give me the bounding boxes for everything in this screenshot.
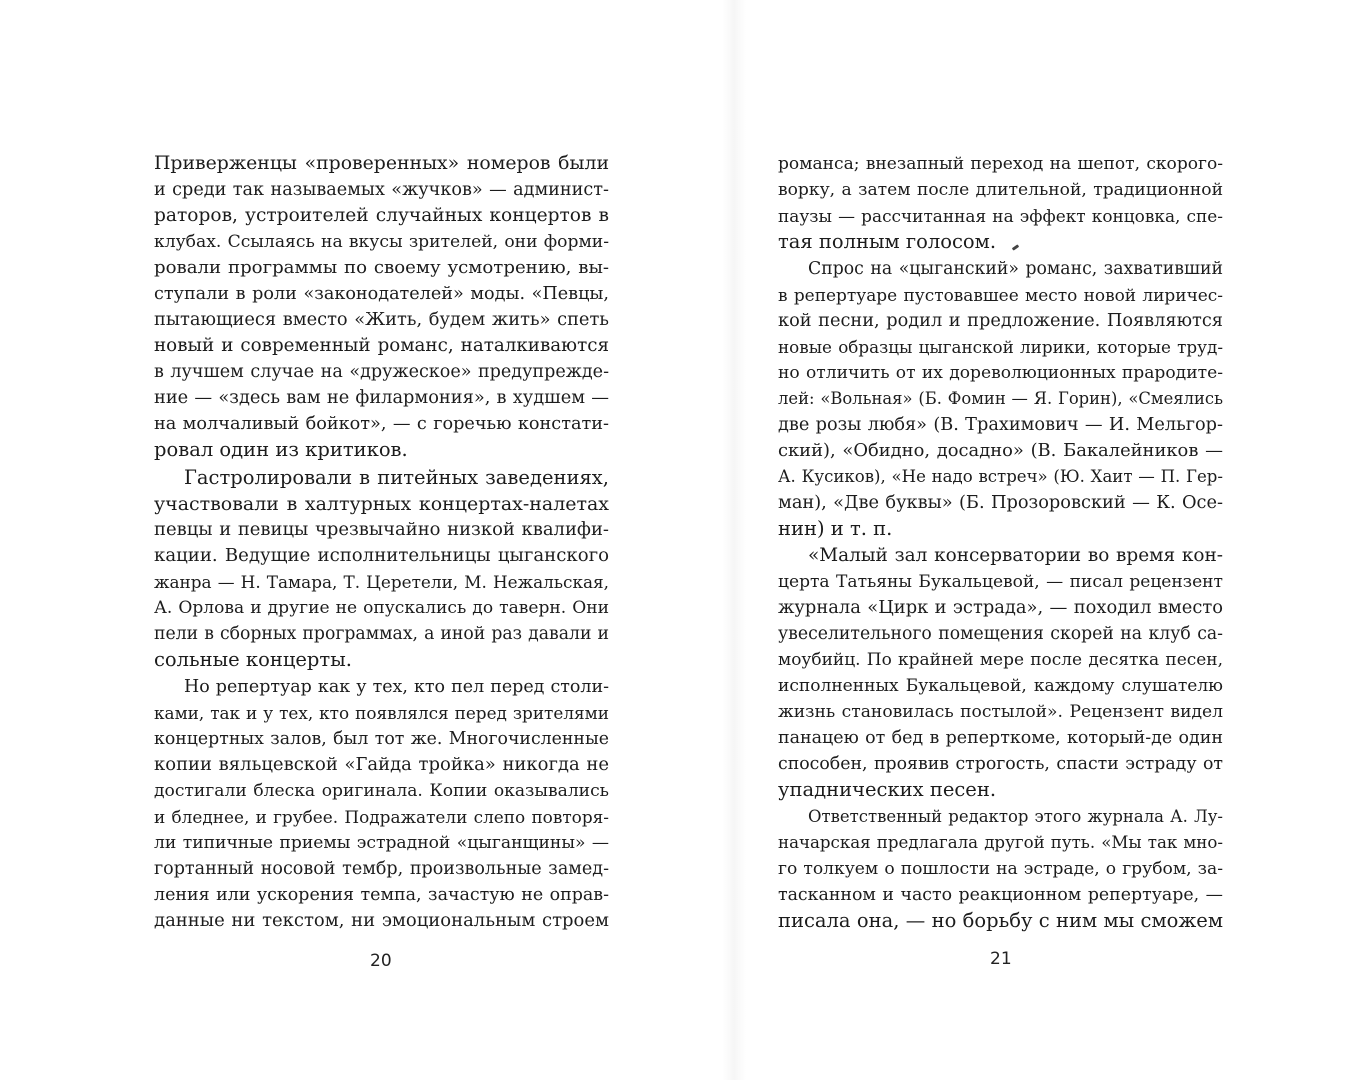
text-line: пели в сборных программах, а иной раз давали и [154, 624, 609, 644]
text-line: нин) и т. п. [778, 517, 893, 540]
page-number-right: 21 [990, 949, 1012, 969]
text-line: панацею от бед в реперткоме, который-де один [778, 728, 1223, 748]
text-line: пытающиеся вместо «Жить, будем жить» спеть [154, 309, 609, 330]
text-line: А. Кусиков), «Не надо встреч» (Ю. Хаит — П. Гер- [778, 467, 1223, 486]
text-line: начарская предлагала другой путь. «Мы так мно- [778, 833, 1223, 852]
text-line: ровал один из критиков. [154, 438, 408, 461]
text-line: исполненных Букальцевой, каждому слушателю [778, 676, 1223, 696]
text-line: две розы любя» (В. Трахимович — И. Мельгор- [778, 415, 1223, 435]
text-line: романса; внезапный переход на шепот, скорого- [778, 154, 1223, 174]
text-line: тасканном и часто реакционном репертуаре, — [778, 885, 1223, 905]
text-line: ками, так и у тех, кто появлялся перед зрителями [154, 703, 609, 723]
text-line: клубах. Ссылаясь на вкусы зрителей, они форми- [154, 232, 609, 252]
text-line: певцы и певицы чрезвычайно низкой квалифи- [154, 519, 609, 540]
text-line: гортанный носовой тембр, произвольные замед- [154, 859, 609, 879]
text-line: новые образцы цыганской лирики, которые труд- [778, 337, 1223, 357]
text-line: Ответственный редактор этого журнала А. Лу- [808, 807, 1223, 826]
text-line: концертных залов, был тот же. Многочисленные [154, 729, 609, 749]
text-line: ли типичные приемы эстрадной «цыганщины» — [154, 833, 609, 853]
text-line: писала она, — но борьбу с ним мы сможем [778, 909, 1223, 932]
text-line: жанра — Н. Тамара, Т. Церетели, М. Нежальская, [154, 572, 609, 592]
book-gutter [722, 0, 746, 1080]
page-number-left: 20 [370, 951, 392, 971]
text-line: Приверженцы «проверенных» номеров были [154, 153, 609, 174]
text-line: и бледнее, и грубее. Подражатели слепо повторя- [154, 807, 609, 827]
text-line: в репертуаре пустовавшее место новой лиричес- [778, 285, 1223, 305]
text-line: ступали в роли «законодателей» моды. «Певцы, [154, 284, 609, 304]
text-line: ский), «Обидно, досадно» (В. Бакалейников — [778, 440, 1223, 461]
text-line: ления или ускорения темпа, зачастую не оправ- [154, 885, 609, 905]
text-line: на молчаливый бойкот», — с горечью констати- [154, 414, 609, 434]
text-line: ворку, а затем после длительной, традиционной [778, 180, 1223, 200]
text-line: лей: «Вольная» (Б. Фомин — Я. Горин), «Смеялись [778, 389, 1223, 408]
text-line: в лучшем случае на «дружеское» предупрежде- [154, 362, 609, 382]
text-line: и среди так называемых «жучков» — админист- [154, 180, 609, 200]
text-line: церта Татьяны Букальцевой, — писал рецензент [778, 572, 1223, 592]
text-line: паузы — рассчитанная на эффект концовка, спе- [778, 206, 1223, 226]
text-line: увеселительного помещения скорей на клуб са- [778, 624, 1223, 644]
left-page-text [154, 0, 609, 1080]
text-line: журнала «Цирк и эстрада», — походил вместо [778, 597, 1223, 618]
text-line: но отличить от их дореволюционных прародите- [778, 363, 1223, 383]
text-line: А. Орлова и другие не опускались до таверн. Они [154, 598, 609, 618]
text-line: Спрос на «цыганский» романс, захвативший [808, 259, 1223, 279]
text-line: Гастролировали в питейных заведениях, [184, 466, 609, 489]
text-line: моубийц. По крайней мере после десятка песен, [778, 650, 1223, 670]
text-line: Но репертуар как у тех, кто пел перед столи- [184, 677, 609, 697]
text-line: упаднических песен. [778, 778, 997, 801]
text-line: раторов, устроителей случайных концертов в [154, 205, 609, 226]
text-line: «Малый зал консерватории во время кон- [808, 545, 1223, 566]
text-line: данные ни текстом, ни эмоциональным строем [154, 910, 609, 931]
text-line: участвовали в халтурных концертах-налетах [154, 493, 609, 515]
text-line: ровали программы по своему усмотрению, вы- [154, 257, 609, 278]
text-line: ман), «Две буквы» (Б. Прозоровский — К. Осе- [778, 492, 1223, 513]
text-line: способен, проявив строгость, спасти эстраду от [778, 754, 1223, 774]
text-line: го толкуем о пошлости на эстраде, о грубом, за- [778, 859, 1223, 879]
text-line: достигали блеска оригинала. Копии оказывались [154, 781, 609, 801]
text-line: новый и современный романс, наталкиваются [154, 335, 609, 356]
right-page-text [778, 0, 1223, 1080]
text-line: ние — «здесь вам не филармония», в худшем — [154, 387, 609, 408]
text-line: кации. Ведущие исполнительницы цыганского [154, 545, 609, 566]
text-line: копии вяльцевской «Гайда тройка» никогда не [154, 754, 609, 775]
text-line: кой песни, родил и предложение. Появляются [778, 311, 1223, 331]
text-line: сольные концерты. [154, 648, 352, 671]
text-line: тая полным голосом. [778, 230, 997, 253]
text-line: жизнь становилась постылой». Рецензент видел [778, 702, 1223, 722]
